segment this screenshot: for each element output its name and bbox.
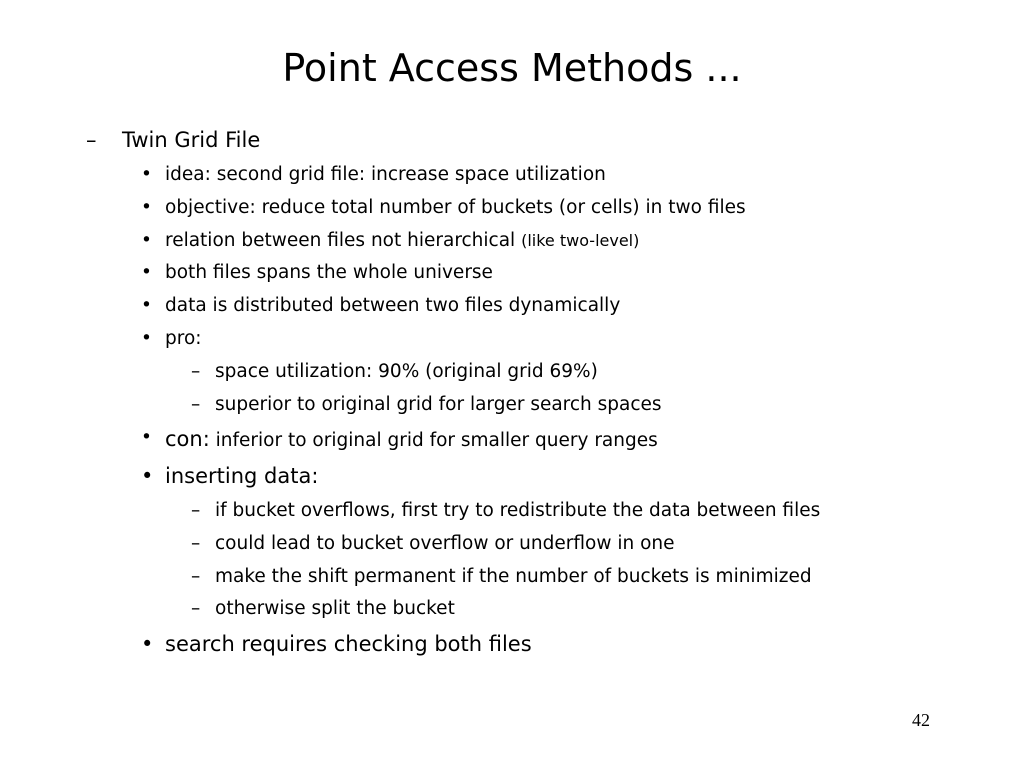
- bullet-con: [141, 427, 658, 451]
- bullet-pro: [141, 328, 202, 349]
- bullet-marker: •: [141, 262, 152, 283]
- bullet-text: inferior to original grid for smaller query ranges: [215, 430, 658, 451]
- sub-item-text: otherwise split the bucket: [215, 598, 455, 619]
- sub-item-insert-4: [191, 598, 455, 619]
- bullet-marker: •: [141, 632, 154, 656]
- sub-item-insert-2: [191, 533, 675, 554]
- dash-marker: –: [191, 598, 201, 619]
- dash-marker: –: [191, 533, 201, 554]
- bullet-text: data is distributed between two files dynamically: [165, 295, 621, 316]
- sub-item-text: space utilization: 90% (original grid 69%): [215, 361, 598, 382]
- bullet-inserting: [141, 464, 319, 488]
- bullet-text: both files spans the whole universe: [165, 262, 493, 283]
- bullet-label: con:: [165, 427, 210, 451]
- dash-marker: –: [191, 361, 201, 382]
- bullet-text: pro:: [165, 328, 202, 349]
- sub-item-text: make the shift permanent if the number of buckets is minimized: [215, 566, 812, 587]
- bullet-marker: •: [141, 295, 152, 316]
- slide-title: Point Access Methods ...: [282, 46, 742, 90]
- sub-item-text: could lead to bucket overflow or underflow in one: [215, 533, 675, 554]
- bullet-objective: [141, 197, 746, 218]
- dash-marker: –: [86, 128, 97, 152]
- slide-number: 42: [912, 710, 930, 730]
- sub-item-pro-2: [191, 394, 662, 415]
- heading-twin-grid-file: [86, 128, 261, 152]
- heading-text: Twin Grid File: [122, 128, 261, 152]
- dash-marker: –: [191, 566, 201, 587]
- dash-marker: –: [191, 500, 201, 521]
- bullet-marker: •: [141, 464, 154, 488]
- sub-item-text: superior to original grid for larger search spaces: [215, 394, 662, 415]
- bullet-marker: •: [141, 197, 152, 218]
- bullet-marker: •: [141, 427, 152, 448]
- bullet-note: (like two-level): [521, 231, 640, 250]
- sub-item-insert-1: [191, 500, 821, 521]
- bullet-text: relation between files not hierarchical: [165, 230, 516, 251]
- bullet-distributed: [141, 295, 621, 316]
- dash-marker: –: [191, 394, 201, 415]
- bullet-universe: [141, 262, 493, 283]
- bullet-text: search requires checking both files: [165, 632, 532, 656]
- bullet-marker: •: [141, 164, 152, 185]
- sub-item-text: if bucket overflows, first try to redistribute the data between files: [215, 500, 821, 521]
- bullet-marker: •: [141, 328, 152, 349]
- bullet-text: idea: second grid file: increase space utilization: [165, 164, 606, 185]
- bullet-text: inserting data:: [165, 464, 319, 488]
- bullet-marker: •: [141, 230, 152, 251]
- sub-item-pro-1: [191, 361, 598, 382]
- bullet-relation: [141, 230, 640, 251]
- sub-item-insert-3: [191, 566, 812, 587]
- bullet-text: objective: reduce total number of buckets (or cells) in two files: [165, 197, 746, 218]
- bullet-search: [141, 632, 532, 656]
- bullet-idea: [141, 164, 606, 185]
